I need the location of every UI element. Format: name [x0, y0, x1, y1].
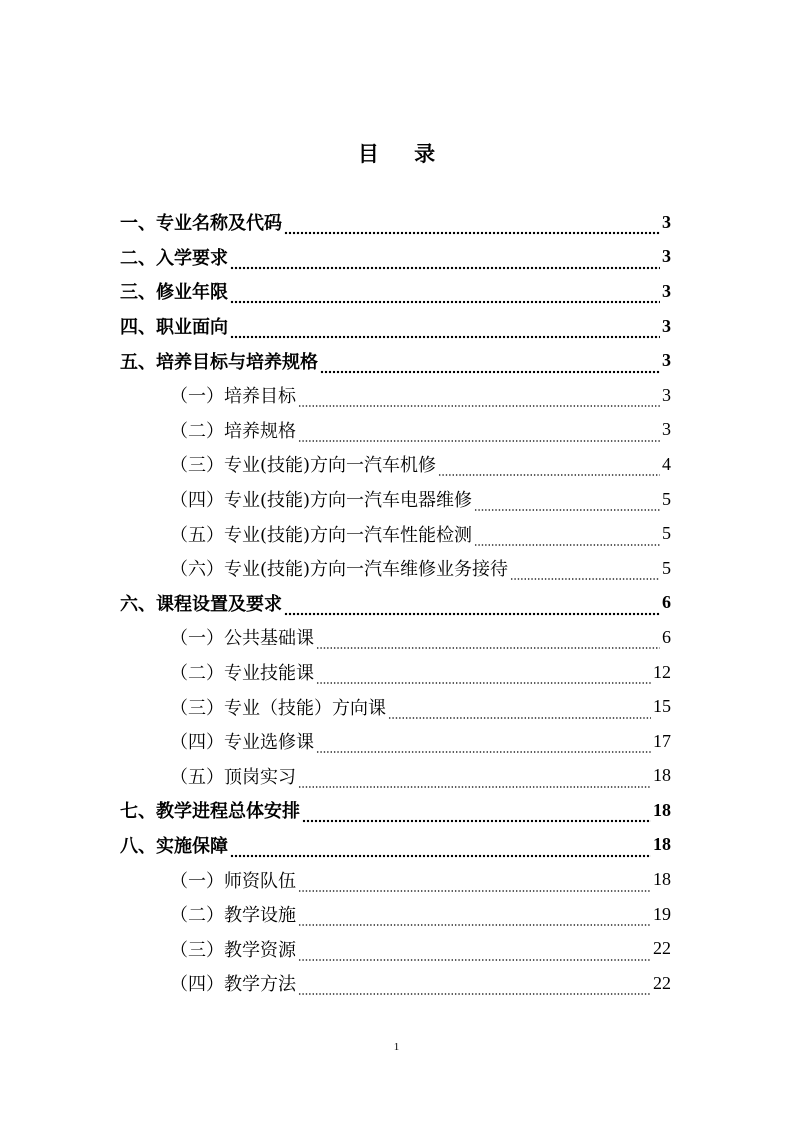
toc-subentry-page: 5	[662, 523, 671, 544]
dot-leader	[320, 356, 660, 374]
dot-leader	[230, 286, 660, 304]
toc-subentry-label: （一）培养目标	[170, 386, 296, 408]
toc-subentry[interactable]	[0, 482, 793, 517]
dot-leader	[510, 563, 660, 581]
toc-subentry-label: （四）专业(技能)方向一汽车电器维修	[170, 490, 473, 512]
toc-subentry-label: （二）培养规格	[170, 420, 296, 442]
dot-leader	[298, 875, 651, 893]
toc-subentry-label: （三）专业(技能)方向一汽车机修	[170, 455, 437, 477]
toc-list	[0, 205, 793, 1001]
dot-leader	[298, 978, 651, 996]
dot-leader	[474, 529, 660, 547]
toc-subentry-label: （三）专业（技能）方向课	[170, 697, 386, 719]
toc-subentry[interactable]	[0, 862, 793, 897]
toc-subentry-label: （四）教学方法	[170, 974, 296, 996]
toc-entry-label: 二、入学要求	[120, 247, 228, 269]
toc-entry[interactable]	[0, 205, 793, 240]
dot-leader	[302, 805, 651, 823]
toc-entry[interactable]	[0, 309, 793, 344]
toc-entry-page: 3	[662, 350, 671, 371]
dot-leader	[298, 771, 651, 789]
toc-subentry[interactable]	[0, 516, 793, 551]
toc-subentry-label: （三）教学资源	[170, 939, 296, 961]
toc-entry-page: 3	[662, 280, 671, 301]
dot-leader	[388, 702, 651, 720]
toc-subentry-page: 5	[662, 557, 671, 578]
toc-entry-label: 一、专业名称及代码	[120, 213, 282, 235]
toc-subentry-label: （二）专业技能课	[170, 663, 314, 685]
toc-subentry-page: 3	[662, 384, 671, 405]
toc-subentry-label: （六）专业(技能)方向一汽车维修业务接待	[170, 559, 509, 581]
toc-subentry-page: 3	[662, 419, 671, 440]
dot-leader	[316, 736, 651, 754]
toc-subentry[interactable]	[0, 931, 793, 966]
toc-subentry[interactable]	[0, 689, 793, 724]
toc-entry[interactable]	[0, 343, 793, 378]
toc-subentry-page: 17	[653, 730, 671, 751]
toc-entry-page: 3	[662, 246, 671, 267]
toc-entry[interactable]	[0, 274, 793, 309]
toc-subentry-label: （一）师资队伍	[170, 870, 296, 892]
toc-subentry-page: 4	[662, 453, 671, 474]
toc-subentry[interactable]	[0, 655, 793, 690]
toc-subentry[interactable]	[0, 413, 793, 448]
toc-subentry[interactable]	[0, 724, 793, 759]
toc-subentry[interactable]	[0, 620, 793, 655]
toc-subentry-label: （五）顶岗实习	[170, 766, 296, 788]
toc-subentry-page: 12	[653, 661, 671, 682]
dot-leader	[284, 217, 660, 235]
toc-entry-label: 四、职业面向	[120, 317, 228, 339]
dot-leader	[230, 840, 651, 858]
toc-subentry-page: 18	[653, 765, 671, 786]
toc-entry[interactable]	[0, 586, 793, 621]
dot-leader	[298, 425, 660, 443]
toc-subentry-page: 6	[662, 626, 671, 647]
toc-entry[interactable]	[0, 793, 793, 828]
dot-leader	[474, 494, 660, 512]
toc-entry-label: 七、教学进程总体安排	[120, 801, 300, 823]
toc-subentry-page: 22	[653, 972, 671, 993]
toc-subentry-page: 18	[653, 869, 671, 890]
toc-subentry[interactable]	[0, 897, 793, 932]
toc-subentry-page: 5	[662, 488, 671, 509]
dot-leader	[230, 252, 660, 270]
toc-subentry-page: 19	[653, 903, 671, 924]
toc-subentry[interactable]	[0, 759, 793, 794]
dot-leader	[298, 390, 660, 408]
toc-subentry[interactable]	[0, 551, 793, 586]
toc-entry-label: 三、修业年限	[120, 282, 228, 304]
toc-subentry-label: （一）公共基础课	[170, 628, 314, 650]
toc-subentry-label: （二）教学设施	[170, 905, 296, 927]
toc-entry-page: 18	[653, 834, 671, 855]
toc-entry-page: 3	[662, 315, 671, 336]
toc-subentry-page: 22	[653, 938, 671, 959]
dot-leader	[438, 459, 660, 477]
toc-subentry[interactable]	[0, 378, 793, 413]
toc-entry-page: 6	[662, 592, 671, 613]
toc-subentry-label: （五）专业(技能)方向一汽车性能检测	[170, 524, 473, 546]
toc-subentry-label: （四）专业选修课	[170, 732, 314, 754]
toc-subentry-page: 15	[653, 696, 671, 717]
toc-entry[interactable]	[0, 240, 793, 275]
dot-leader	[316, 667, 651, 685]
toc-subentry[interactable]	[0, 966, 793, 1001]
toc-title: 目 录	[357, 142, 450, 166]
dot-leader	[298, 909, 651, 927]
dot-leader	[316, 632, 660, 650]
toc-entry[interactable]	[0, 828, 793, 863]
toc-entry-page: 18	[653, 799, 671, 820]
toc-entry-label: 五、培养目标与培养规格	[120, 351, 318, 373]
dot-leader	[298, 944, 651, 962]
toc-entry-page: 3	[662, 211, 671, 232]
dot-leader	[230, 321, 660, 339]
dot-leader	[284, 598, 660, 616]
toc-entry-label: 六、课程设置及要求	[120, 593, 282, 615]
page-number: 1	[393, 1041, 400, 1053]
toc-entry-label: 八、实施保障	[120, 835, 228, 857]
toc-subentry[interactable]	[0, 447, 793, 482]
